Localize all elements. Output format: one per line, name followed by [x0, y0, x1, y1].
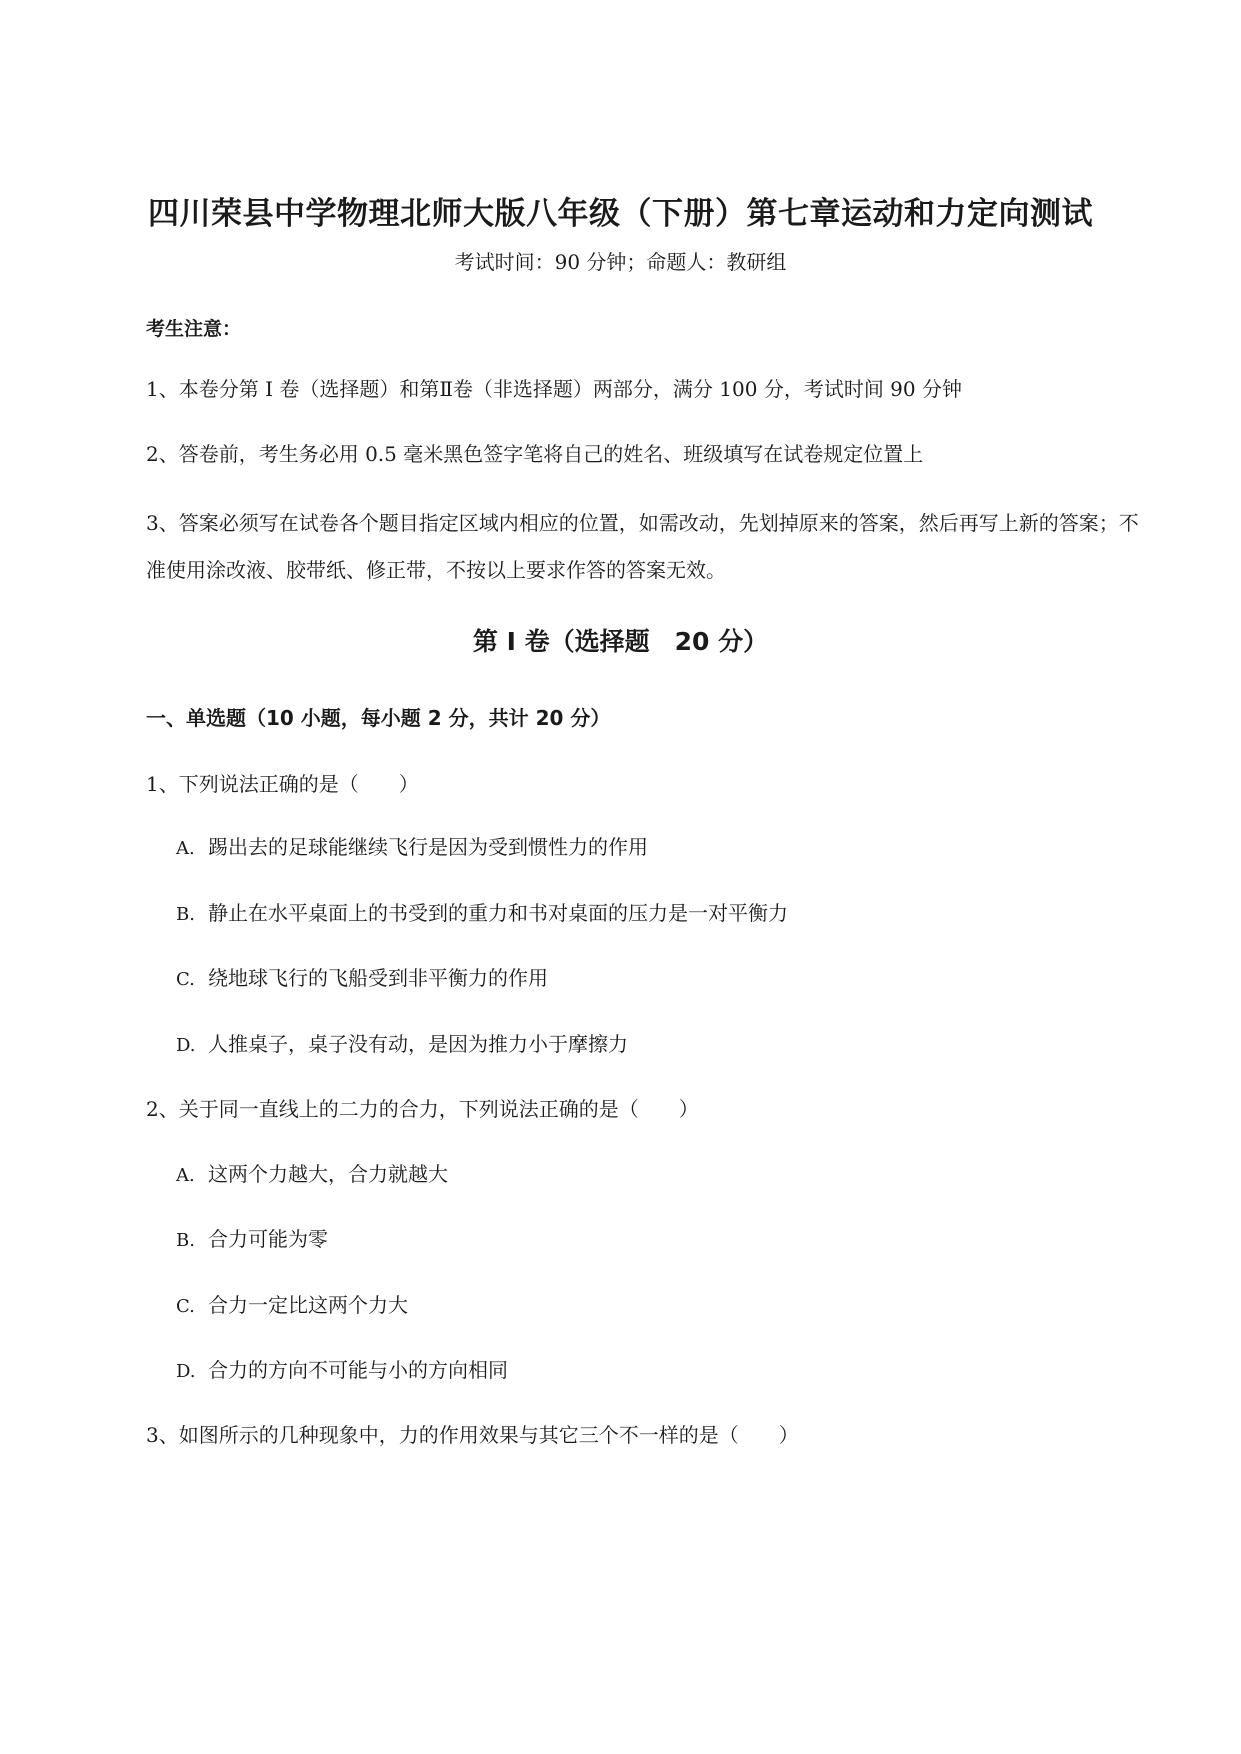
question-1-stem: 1、下列说法正确的是（ ）: [146, 772, 419, 796]
exam-subtitle: 考试时间：90 分钟；命题人：教研组: [454, 250, 787, 274]
option-letter: D.: [176, 1035, 196, 1056]
section-title: 第 I 卷（选择题 20 分）: [472, 627, 769, 656]
notice-item-2: 2、答卷前，考生务必用 0.5 毫米黑色签字笔将自己的姓名、班级填写在试卷规定位置上: [146, 442, 924, 466]
question-2-option-d: [176, 1354, 508, 1383]
part-heading: 一、单选题（10 小题，每小题 2 分，共计 20 分）: [146, 706, 611, 730]
question-2-stem: 2、关于同一直线上的二力的合力，下列说法正确的是（ ）: [146, 1097, 699, 1121]
option-text: 绕地球飞行的飞船受到非平衡力的作用: [208, 966, 548, 990]
option-text: 合力的方向不可能与小的方向相同: [208, 1358, 508, 1382]
question-2-option-c: [176, 1289, 408, 1318]
option-letter: D.: [176, 1361, 196, 1382]
option-text: 这两个力越大，合力就越大: [208, 1162, 448, 1186]
option-text: 合力一定比这两个力大: [208, 1293, 408, 1317]
question-3-stem: 3、如图所示的几种现象中，力的作用效果与其它三个不一样的是（ ）: [146, 1423, 799, 1447]
notice-item-3: 3、答案必须写在试卷各个题目指定区域内相应的位置，如需改动，先划掉原来的答案，然后再写上新的答案；不准使用涂改液、胶带纸、修正带，不按以上要求作答的答案无效。: [146, 511, 1139, 582]
option-letter: B.: [176, 904, 195, 925]
question-2-option-b: [176, 1223, 328, 1252]
question-1-option-a: [176, 831, 648, 860]
notice-item-1: 1、本卷分第 I 卷（选择题）和第Ⅱ卷（非选择题）两部分，满分 100 分，考试时间 90 分钟: [146, 377, 962, 401]
option-text: 合力可能为零: [208, 1227, 328, 1251]
option-text: 踢出去的足球能继续飞行是因为受到惯性力的作用: [208, 835, 648, 859]
option-letter: C.: [176, 1296, 195, 1317]
option-text: 静止在水平桌面上的书受到的重力和书对桌面的压力是一对平衡力: [208, 901, 788, 925]
question-1-option-c: [176, 962, 548, 991]
option-letter: B.: [176, 1230, 195, 1251]
question-1-option-d: [176, 1028, 628, 1057]
option-letter: C.: [176, 969, 195, 990]
notice-heading: 考生注意：: [146, 318, 242, 340]
option-text: 人推桌子，桌子没有动，是因为推力小于摩擦力: [208, 1032, 628, 1056]
option-letter: A.: [176, 838, 195, 859]
question-1-option-b: [176, 897, 788, 926]
exam-title: 四川荣县中学物理北师大版八年级（下册）第七章运动和力定向测试: [148, 196, 1093, 232]
option-letter: A.: [176, 1165, 195, 1186]
question-2-option-a: [176, 1158, 448, 1187]
